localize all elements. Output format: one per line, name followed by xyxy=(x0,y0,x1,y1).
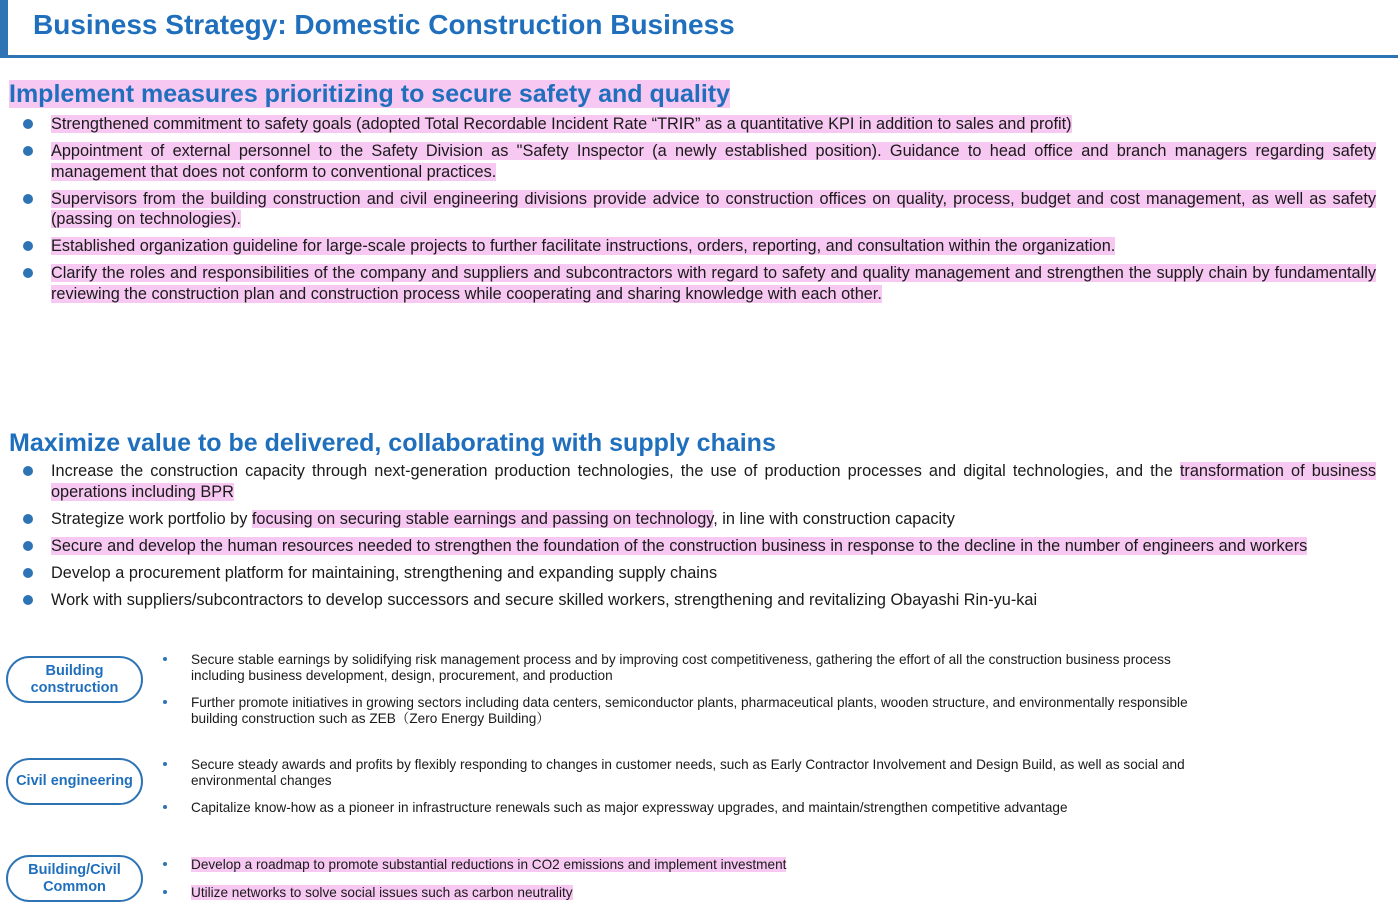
bullet-icon xyxy=(23,268,33,278)
list-item: Clarify the roles and responsibilities of the company and suppliers and subcontractors with regard to safety and quality management and strengthen the supply chain by fundamentally reviewing the construction plan and construction process while cooperating and sharing knowledge with each other. xyxy=(0,263,1400,304)
list-item: Work with suppliers/subcontractors to develop successors and secure skilled workers, strengthening and revitalizing Obayashi Rin-yu-kai xyxy=(0,590,1400,611)
list-item: Appointment of external personnel to the Safety Division as "Safety Inspector (a newly established position). Guidance to head office and branch managers regarding safety management that does not conform to conventional practices. xyxy=(0,141,1400,182)
safety-quality-bullet-list xyxy=(0,114,1400,311)
list-item: Supervisors from the building construction and civil engineering divisions provide advice to construction offices on quality, process, budget and cost management, as well as safety (passing on technologies). xyxy=(0,189,1400,230)
category-label-building-construction: Building construction xyxy=(6,656,143,703)
supply-chain-bullet-list xyxy=(0,461,1400,617)
bullet-icon xyxy=(23,568,33,578)
title-bar xyxy=(0,0,1400,57)
bullet-icon xyxy=(23,541,33,551)
bullet-icon xyxy=(23,194,33,204)
building-construction-list xyxy=(160,652,1200,738)
title-accent-bar xyxy=(0,0,8,57)
page-title: Business Strategy: Domestic Construction Business xyxy=(33,9,735,40)
list-item: Strengthened commitment to safety goals (adopted Total Recordable Incident Rate “TRIR” as a quantitative KPI in addition to sales and profit) xyxy=(0,114,1400,135)
section-heading-safety-quality: Implement measures prioritizing to secure safety and quality xyxy=(9,80,731,108)
list-item: Secure stable earnings by solidifying risk management process and by improving cost competitiveness, gathering the effort of all the construction business process including business development, design, procurement, and production xyxy=(160,652,1200,683)
list-item: Develop a procurement platform for maintaining, strengthening and expanding supply chains xyxy=(0,563,1400,584)
bullet-icon xyxy=(163,657,167,661)
civil-engineering-list xyxy=(160,757,1200,828)
bullet-icon xyxy=(23,119,33,129)
bullet-icon xyxy=(23,514,33,524)
bullet-icon xyxy=(163,862,167,866)
category-label-civil-engineering: Civil engineering xyxy=(6,758,143,805)
bullet-icon xyxy=(23,146,33,156)
bullet-icon xyxy=(23,595,33,605)
list-item: Secure and develop the human resources needed to strengthen the foundation of the construction business in response to the decline in the number of engineers and workers xyxy=(0,536,1400,557)
list-item: Strategize work portfolio by focusing on securing stable earnings and passing on technology, in line with construction capacity xyxy=(0,509,1400,530)
list-item: Further promote initiatives in growing sectors including data centers, semiconductor plants, pharmaceutical plants, wooden structure, and environmentally responsible building construction such as ZEB（Zero Energy Building） xyxy=(160,695,1200,726)
bullet-icon xyxy=(163,700,167,704)
category-label-building-civil-common: Building/Civil Common xyxy=(6,855,143,902)
list-item: Capitalize know-how as a pioneer in infrastructure renewals such as major expressway upgrades, and maintain/strengthen competitive advantage xyxy=(160,800,1200,816)
bullet-icon xyxy=(23,466,33,476)
bullet-icon xyxy=(163,762,167,766)
bullet-icon xyxy=(163,805,167,809)
list-item: Utilize networks to solve social issues such as carbon neutrality xyxy=(160,885,1200,901)
list-item: Develop a roadmap to promote substantial reductions in CO2 emissions and implement investment xyxy=(160,857,1200,873)
bullet-icon xyxy=(23,241,33,251)
bullet-icon xyxy=(163,890,167,894)
title-underline xyxy=(0,55,1398,58)
list-item: Established organization guideline for large-scale projects to further facilitate instructions, orders, reporting, and consultation within the organization. xyxy=(0,236,1400,257)
list-item: Secure steady awards and profits by flexibly responding to changes in customer needs, such as Early Contractor Involvement and Design Build, as well as social and environmental changes xyxy=(160,757,1200,788)
list-item: Increase the construction capacity through next-generation production technologies, the use of production processes and digital technologies, and the transformation of business operations including BPR xyxy=(0,461,1400,502)
section-heading-supply-chains: Maximize value to be delivered, collaborating with supply chains xyxy=(9,429,776,457)
